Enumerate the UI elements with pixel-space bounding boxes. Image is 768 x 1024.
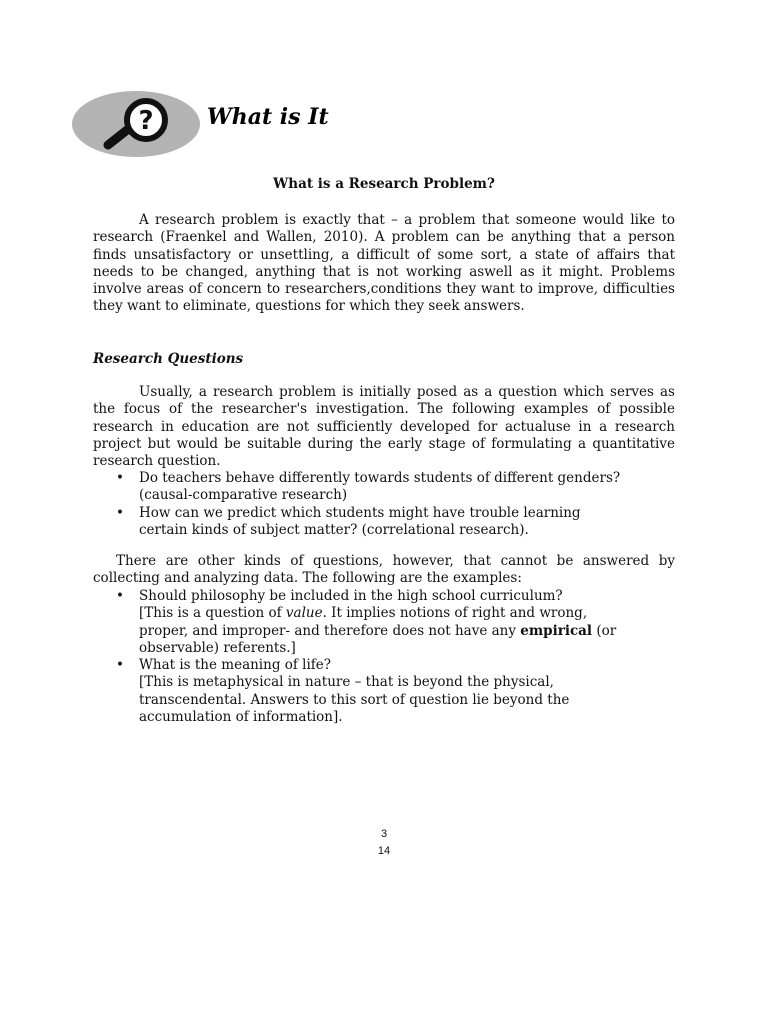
research-questions-heading: Research Questions bbox=[93, 351, 244, 367]
emphasis-value: value bbox=[285, 605, 323, 622]
intro-paragraph: A research problem is exactly that – a problem that someone would like to research (Fraenkel and Wallen, 2010). A problem can be anything that a person finds unsatisfactory or unsettling, a difficult of some sort, a state of affairs that needs to be changed, anything that is not working aswell as it might. Problems involve areas of concern to researchers,conditions they want to improve, difficulties they want to eliminate, questions for which they seek answers. bbox=[93, 212, 675, 315]
example-list-1 bbox=[93, 470, 675, 539]
bullet: • bbox=[116, 470, 124, 486]
research-questions-paragraph: Usually, a research problem is initially posed as a question which serves as the focus of the researcher's investigation. The following examples of possible research in education are not sufficiently developed for actualuse in a research project but would be suitable during the early stage of formulating a quantitative research question. bbox=[93, 384, 675, 470]
emphasis-empirical: empirical bbox=[520, 622, 593, 639]
question-mark: ? bbox=[138, 106, 154, 136]
bullet: • bbox=[116, 588, 124, 604]
example-list-2 bbox=[93, 588, 675, 726]
page-number-total: 14 bbox=[377, 845, 391, 857]
list-item-text: Do teachers behave differently towards students of different genders? bbox=[139, 470, 621, 486]
section-title: What is It bbox=[207, 104, 329, 130]
list-item-text: (causal-comparative research) bbox=[139, 487, 348, 504]
list-item-note: proper, and improper- and therefore does not have any empirical (or bbox=[139, 622, 617, 639]
list-item bbox=[93, 470, 675, 505]
list-item-text: certain kinds of subject matter? (correlational research). bbox=[139, 521, 529, 538]
bullet: • bbox=[116, 504, 124, 521]
list-item-note: accumulation of information]. bbox=[139, 709, 343, 726]
bullet: • bbox=[116, 657, 124, 674]
list-item-text: How can we predict which students might have trouble learning bbox=[139, 504, 581, 521]
list-item-note: [This is a question of value. It implies notions of right and wrong, bbox=[139, 605, 588, 622]
list-item bbox=[93, 505, 675, 540]
page-number: 3 bbox=[380, 828, 388, 840]
list-item bbox=[93, 657, 675, 726]
list-item-question: What is the meaning of life? bbox=[139, 657, 332, 674]
list-item bbox=[93, 588, 675, 657]
page-title: What is a Research Problem? bbox=[273, 176, 495, 192]
list-item-question: Should philosophy be included in the high school curriculum? bbox=[139, 588, 563, 604]
list-item-note: [This is metaphysical in nature – that is beyond the physical, bbox=[139, 674, 554, 691]
other-questions-paragraph: There are other kinds of questions, however, that cannot be answered by collecting and analyzing data. The following are the examples: bbox=[93, 553, 675, 587]
list-item-note: observable) referents.] bbox=[139, 639, 296, 656]
list-item-note: transcendental. Answers to this sort of question lie beyond the bbox=[139, 691, 570, 708]
magnifier-question-icon bbox=[71, 90, 201, 158]
